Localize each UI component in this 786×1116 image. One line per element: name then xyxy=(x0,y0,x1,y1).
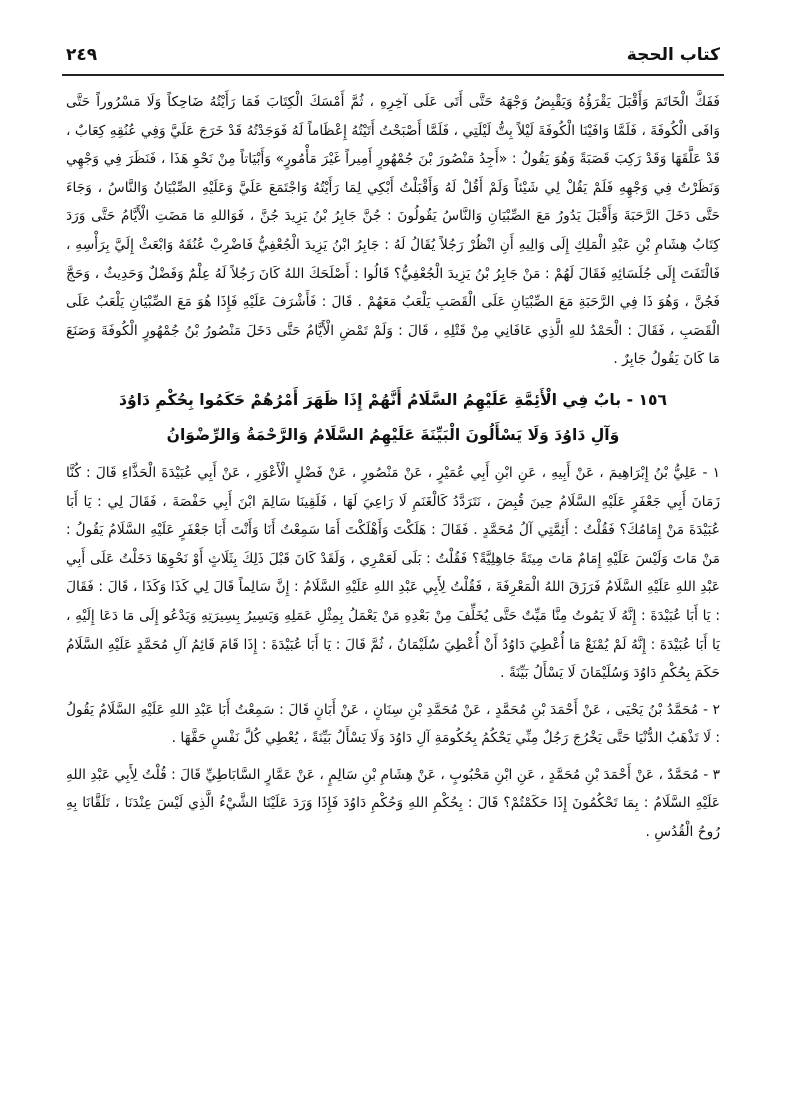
hadith-3: ٣ - مُحَمَّدٌ ، عَنْ أَحْمَدَ بْنِ مُحَمَّدٍ ، عَنِ ابْنِ مَحْبُوبٍ ، عَنْ هِشَامِ بْنِ سَالِمٍ ، عَنْ عَمَّارٍ السَّابَاطِيِّ قَالَ : قُلْتُ لِأَبِي عَبْدِ اللهِ عَلَيْهِ السَّلَامُ : بِمَا تَحْكُمُونَ إِذَا حَكَمْتُمْ؟ قَالَ : بِحُكْمِ اللهِ وَحُكْمِ دَاوُدَ فَإِذَا وَرَدَ عَلَيْنَا الشَّيْءُ الَّذِي لَيْسَ عِنْدَنَا ، تَلَقَّانَا بِهِ رُوحُ الْقُدُسِ . xyxy=(66,766,720,841)
chapter-heading-line-1: ١٥٦ - بابٌ فِي الْأَئِمَّةِ عَلَيْهِمُ السَّلَامُ أَنَّهُمْ إِذَا ظَهَرَ أَمْرُهُمْ حَكَمُوا بِحُكْمِ دَاوُدَ xyxy=(118,390,668,409)
hadith-1: ١ - عَلِيُّ بْنُ إِبْرَاهِيمَ ، عَنْ أَبِيهِ ، عَنِ ابْنِ أَبِي عُمَيْرٍ ، عَنْ مَنْصُورٍ ، عَنْ فَضْلٍ الْأَعْوَرِ ، عَنْ أَبِي عُبَيْدَةَ الْحَذَّاءِ قَالَ : كُنَّا زَمَانَ أَبِي جَعْفَرٍ عَلَيْهِ السَّلَامُ حِينَ قُبِضَ ، نَتَرَدَّدُ كَالْغَنَمِ لَا رَاعِيَ لَهَا ، فَلَقِينَا سَالِمَ ابْنَ أَبِي حَفْصَةَ ، فَقَالَ لِي : يَا أَبَا عُبَيْدَةَ مَنْ إِمَامُكَ؟ فَقُلْتُ : أَئِمَّتِي آلُ مُحَمَّدٍ . فَقَالَ : هَلَكْتَ وَأَهْلَكْتَ أَمَا سَمِعْتُ أَنَا وَأَنْتَ أَبَا جَعْفَرٍ عَلَيْهِ السَّلَامُ يَقُولُ : مَنْ مَاتَ وَلَيْسَ عَلَيْهِ إِمَامٌ مَاتَ مِيتَةً جَاهِلِيَّةً؟ فَقُلْتُ : بَلَى لَعَمْرِي ، وَلَقَدْ كَانَ قَبْلَ ذَلِكَ بِثَلَاثٍ أَوْ نَحْوِهَا دَخَلْتُ عَلَى أَبِي عَبْدِ اللهِ عَلَيْهِ السَّلَامُ فَرَزَقَ اللهُ الْمَعْرِفَةَ ، فَقُلْتُ لِأَبِي عَبْدِ اللهِ عَلَيْهِ السَّلَامُ : إِنَّ سَالِماً قَالَ لِي كَذَا وَكَذَا ، قَالَ : فَقَالَ : يَا أَبَا عُبَيْدَةَ : إِنَّهُ لَا يَمُوتُ مِنَّا مَيِّتٌ حَتَّى يُخَلِّفَ مِنْ بَعْدِهِ مَنْ يَعْمَلُ بِمِثْلِ عَمَلِهِ وَيَسِيرُ بِسِيرَتِهِ وَيَدْعُو إِلَى مَا دَعَا إِلَيْهِ ، يَا أَبَا عُبَيْدَةَ : إِنَّهُ لَمْ يُمْنَعْ مَا أُعْطِيَ دَاوُدُ أَنْ أُعْطِيَ سُلَيْمَانُ ، ثُمَّ قَالَ : يَا أَبَا عُبَيْدَةَ : إِذَا قَامَ قَائِمُ آلِ مُحَمَّدٍ عَلَيْهِ السَّلَامُ حَكَمَ بِحُكْمِ دَاوُدَ وَسُلَيْمَانَ لَا يَسْأَلُ بَيِّنَةً . xyxy=(66,464,720,682)
intro-paragraph: فَفَكَّ الْخَاتَمَ وَأَقْبَلَ يَقْرَؤُهُ وَيَقْبِضُ وَجْهَهُ حَتَّى أَتَى عَلَى آخِرِهِ ، ثُمَّ أَمْسَكَ الْكِتَابَ فَمَا رَأَيْتُهُ ضَاحِكاً وَلَا مَسْرُوراً حَتَّى وَافَى الْكُوفَةَ ، فَلَمَّا وَافَيْنَا الْكُوفَةَ لَيْلاً بِتُّ لَيْلَتِي ، فَلَمَّا أَصْبَحْتُ أَتَيْتُهُ إِعْظَاماً لَهُ فَوَجَدْتُهُ قَدْ خَرَجَ عَلَيَّ وَفِي عُنُقِهِ كِعَابٌ ، قَدْ عَلَّقَهَا وَقَدْ رَكِبَ قَصَبَةً وَهُوَ يَقُولُ : «أَجِدُ مَنْصُورَ بْنَ جُمْهُورٍ أَمِيراً غَيْرَ مَأْمُورٍ» وَأَبْيَاتاً مِنْ نَحْوِ هَذَا ، فَنَظَرَ فِي وَجْهِي وَنَظَرْتُ فِي وَجْهِهِ فَلَمْ يَقُلْ لِي شَيْئاً وَلَمْ أَقُلْ لَهُ وَأَقْبَلْتُ أَبْكِي لِمَا رَأَيْتُهُ وَاجْتَمَعَ عَلَيَّ وَعَلَيْهِ الصِّبْيَانُ وَالنَّاسُ ، وَجَاءَ حَتَّى دَخَلَ الرَّحَبَةَ وَأَقْبَلَ يَدُورُ مَعَ الصِّبْيَانِ وَالنَّاسُ يَقُولُونَ : جُنَّ جَابِرُ بْنُ يَزِيدَ جُنَّ ، فَوَاللهِ مَا مَضَتِ الْأَيَّامُ حَتَّى وَرَدَ كِتَابُ هِشَامِ بْنِ عَبْدِ الْمَلِكِ إِلَى وَالِيهِ أَنِ انْظُرْ رَجُلاً يُقَالُ لَهُ : جَابِرُ ابْنُ يَزِيدَ الْجُعْفِيُّ فَاضْرِبْ عُنُقَهُ وَابْعَثْ إِلَيَّ بِرَأْسِهِ ، فَالْتَفَتَ إِلَى جُلَسَائِهِ فَقَالَ لَهُمْ : مَنْ جَابِرُ بْنُ يَزِيدَ الْجُعْفِيُّ؟ قَالُوا : أَصْلَحَكَ اللهُ كَانَ رَجُلاً لَهُ عِلْمٌ وَفَضْلٌ وَحَدِيثٌ ، وَحَجَّ فَجُنَّ ، وَهُوَ ذَا فِي الرَّحَبَةِ مَعَ الصِّبْيَانِ عَلَى الْقَصَبِ يَلْعَبُ مَعَهُمْ . قَالَ : فَأَشْرَفَ عَلَيْهِ فَإِذَا هُوَ مَعَ الصِّبْيَانِ يَلْعَبُ عَلَى الْقَصَبِ ، فَقَالَ : الْحَمْدُ للهِ الَّذِي عَافَانِي مِنْ قَتْلِهِ ، قَالَ : وَلَمْ تَمْضِ الْأَيَّامُ حَتَّى دَخَلَ مَنْصُورُ بْنُ جُمْهُورٍ الْكُوفَةَ وَصَنَعَ مَا كَانَ يَقُولُ جَابِرٌ . xyxy=(66,94,720,368)
hadith-2: ٢ - مُحَمَّدُ بْنُ يَحْيَى ، عَنْ أَحْمَدَ بْنِ مُحَمَّدٍ ، عَنْ مُحَمَّدِ بْنِ سِنَانٍ ، عَنْ أَبَانٍ قَالَ : سَمِعْتُ أَبَا عَبْدِ اللهِ عَلَيْهِ السَّلَامُ يَقُولُ : لَا تَذْهَبُ الدُّنْيَا حَتَّى يَخْرُجَ رَجُلٌ مِنِّي يَحْكُمُ بِحُكُومَةِ آلِ دَاوُدَ وَلَا يَسْأَلُ بَيِّنَةً ، يُعْطِي كُلَّ نَفْسٍ حَقَّهَا . xyxy=(66,701,720,747)
page-header xyxy=(66,38,720,72)
page-number: ٢٤٩ xyxy=(66,45,98,65)
chapter-heading xyxy=(66,383,720,453)
running-title: كتاب الحجة xyxy=(626,45,720,65)
page-body xyxy=(66,88,720,847)
header-rule xyxy=(62,74,724,76)
chapter-heading-line-2: وَآلِ دَاوُدَ وَلَا يَسْأَلُونَ الْبَيِّنَةَ عَلَيْهِمُ السَّلَامُ وَالرَّحْمَةُ وَالرِّضْوَانُ xyxy=(166,425,620,444)
